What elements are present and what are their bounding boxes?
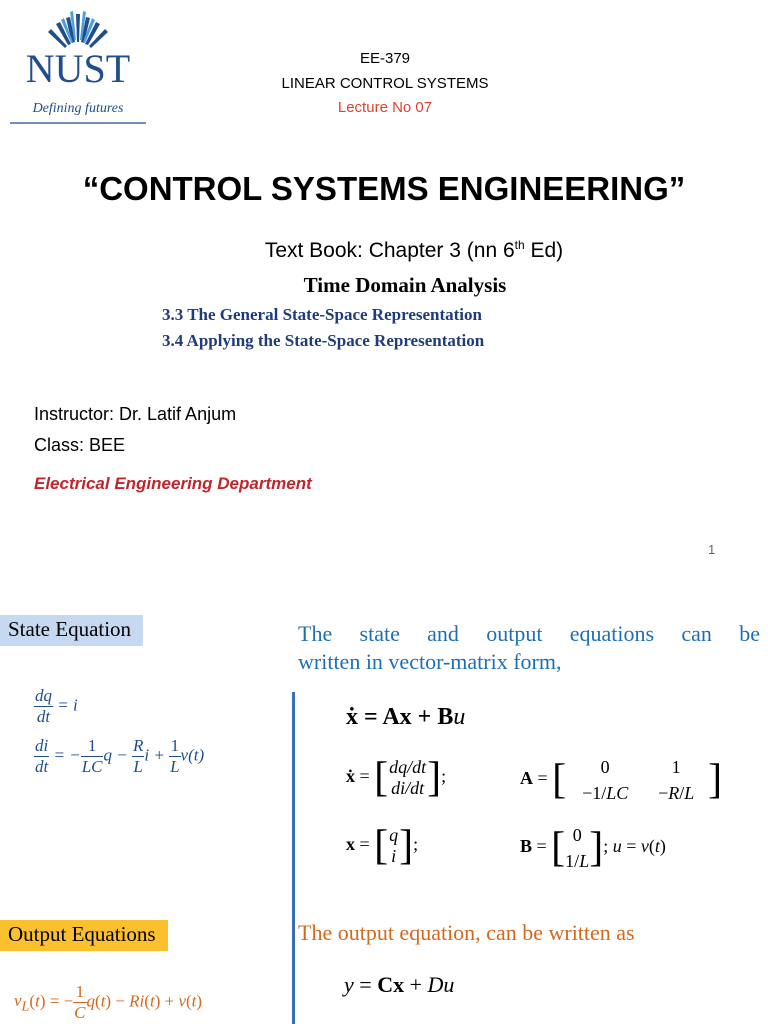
output-equation-paragraph: The output equation, can be written as [298,920,635,945]
state-eq-didt: $\frac{di}{dt}$ = − $\frac{1}{LC}$ q − $\frac{R}{L}$ i + $\frac{1}{L}$ v(t) [35,736,205,776]
course-code: EE-379 [359,50,411,67]
a-matrix: A = [ 0 1 −1/LC −R/L ] [520,757,723,803]
instructor: Instructor: Dr. Latif Anjum [34,404,237,424]
logo-text: NUST [25,46,131,91]
section-3-4: 3.4 Applying the State-Space Representation [162,331,485,350]
section-3-3: 3.3 The General State-Space Representation [162,305,482,324]
page-number: 1 [708,542,716,557]
textbook-line [0,238,768,263]
nust-logo [6,8,150,126]
department: Electrical Engineering Department [34,474,312,493]
class: Class: BEE [34,435,126,455]
topic-title: Time Domain Analysis [303,273,507,297]
state-eq-vector: ẋ = Ax + Bu [346,704,466,730]
xdot-matrix: ẋ = [ dq/dt di/dt ]; [346,755,447,801]
state-equation-label: State Equation [0,615,143,646]
course-name: LINEAR CONTROL SYSTEMS [281,75,489,92]
lecture-number: Lecture No 07 [337,99,433,116]
textbook-superscript: th [514,238,525,252]
output-eq-vl: $v_L(t)$ = − $\frac{1}{C}$ q(t) − Ri(t) + v(t) [14,982,203,1022]
main-title: “CONTROL SYSTEMS ENGINEERING” [82,170,686,207]
textbook-suffix: Ed) [524,239,564,262]
textbook-prefix: Text Book: Chapter 3 (nn 6 [264,239,515,262]
logo-emblem-icon [6,8,150,126]
x-matrix: x = [ q i ]; [346,823,419,869]
divider-bar [292,692,295,1024]
output-equations-label: Output Equations [0,920,168,951]
logo-tagline: Defining futures [32,101,124,116]
vector-form-paragraph-line1: The state and output equations can be [298,621,760,646]
output-eq-vector: y = Cx + Du [344,972,455,997]
b-matrix: B = [ 0 1/L]; u = v(t) [520,825,666,871]
state-eq-dqdt: $\frac{dq}{dt}$ = i [35,686,78,726]
vector-form-paragraph-line2: written in vector-matrix form, [298,649,562,674]
